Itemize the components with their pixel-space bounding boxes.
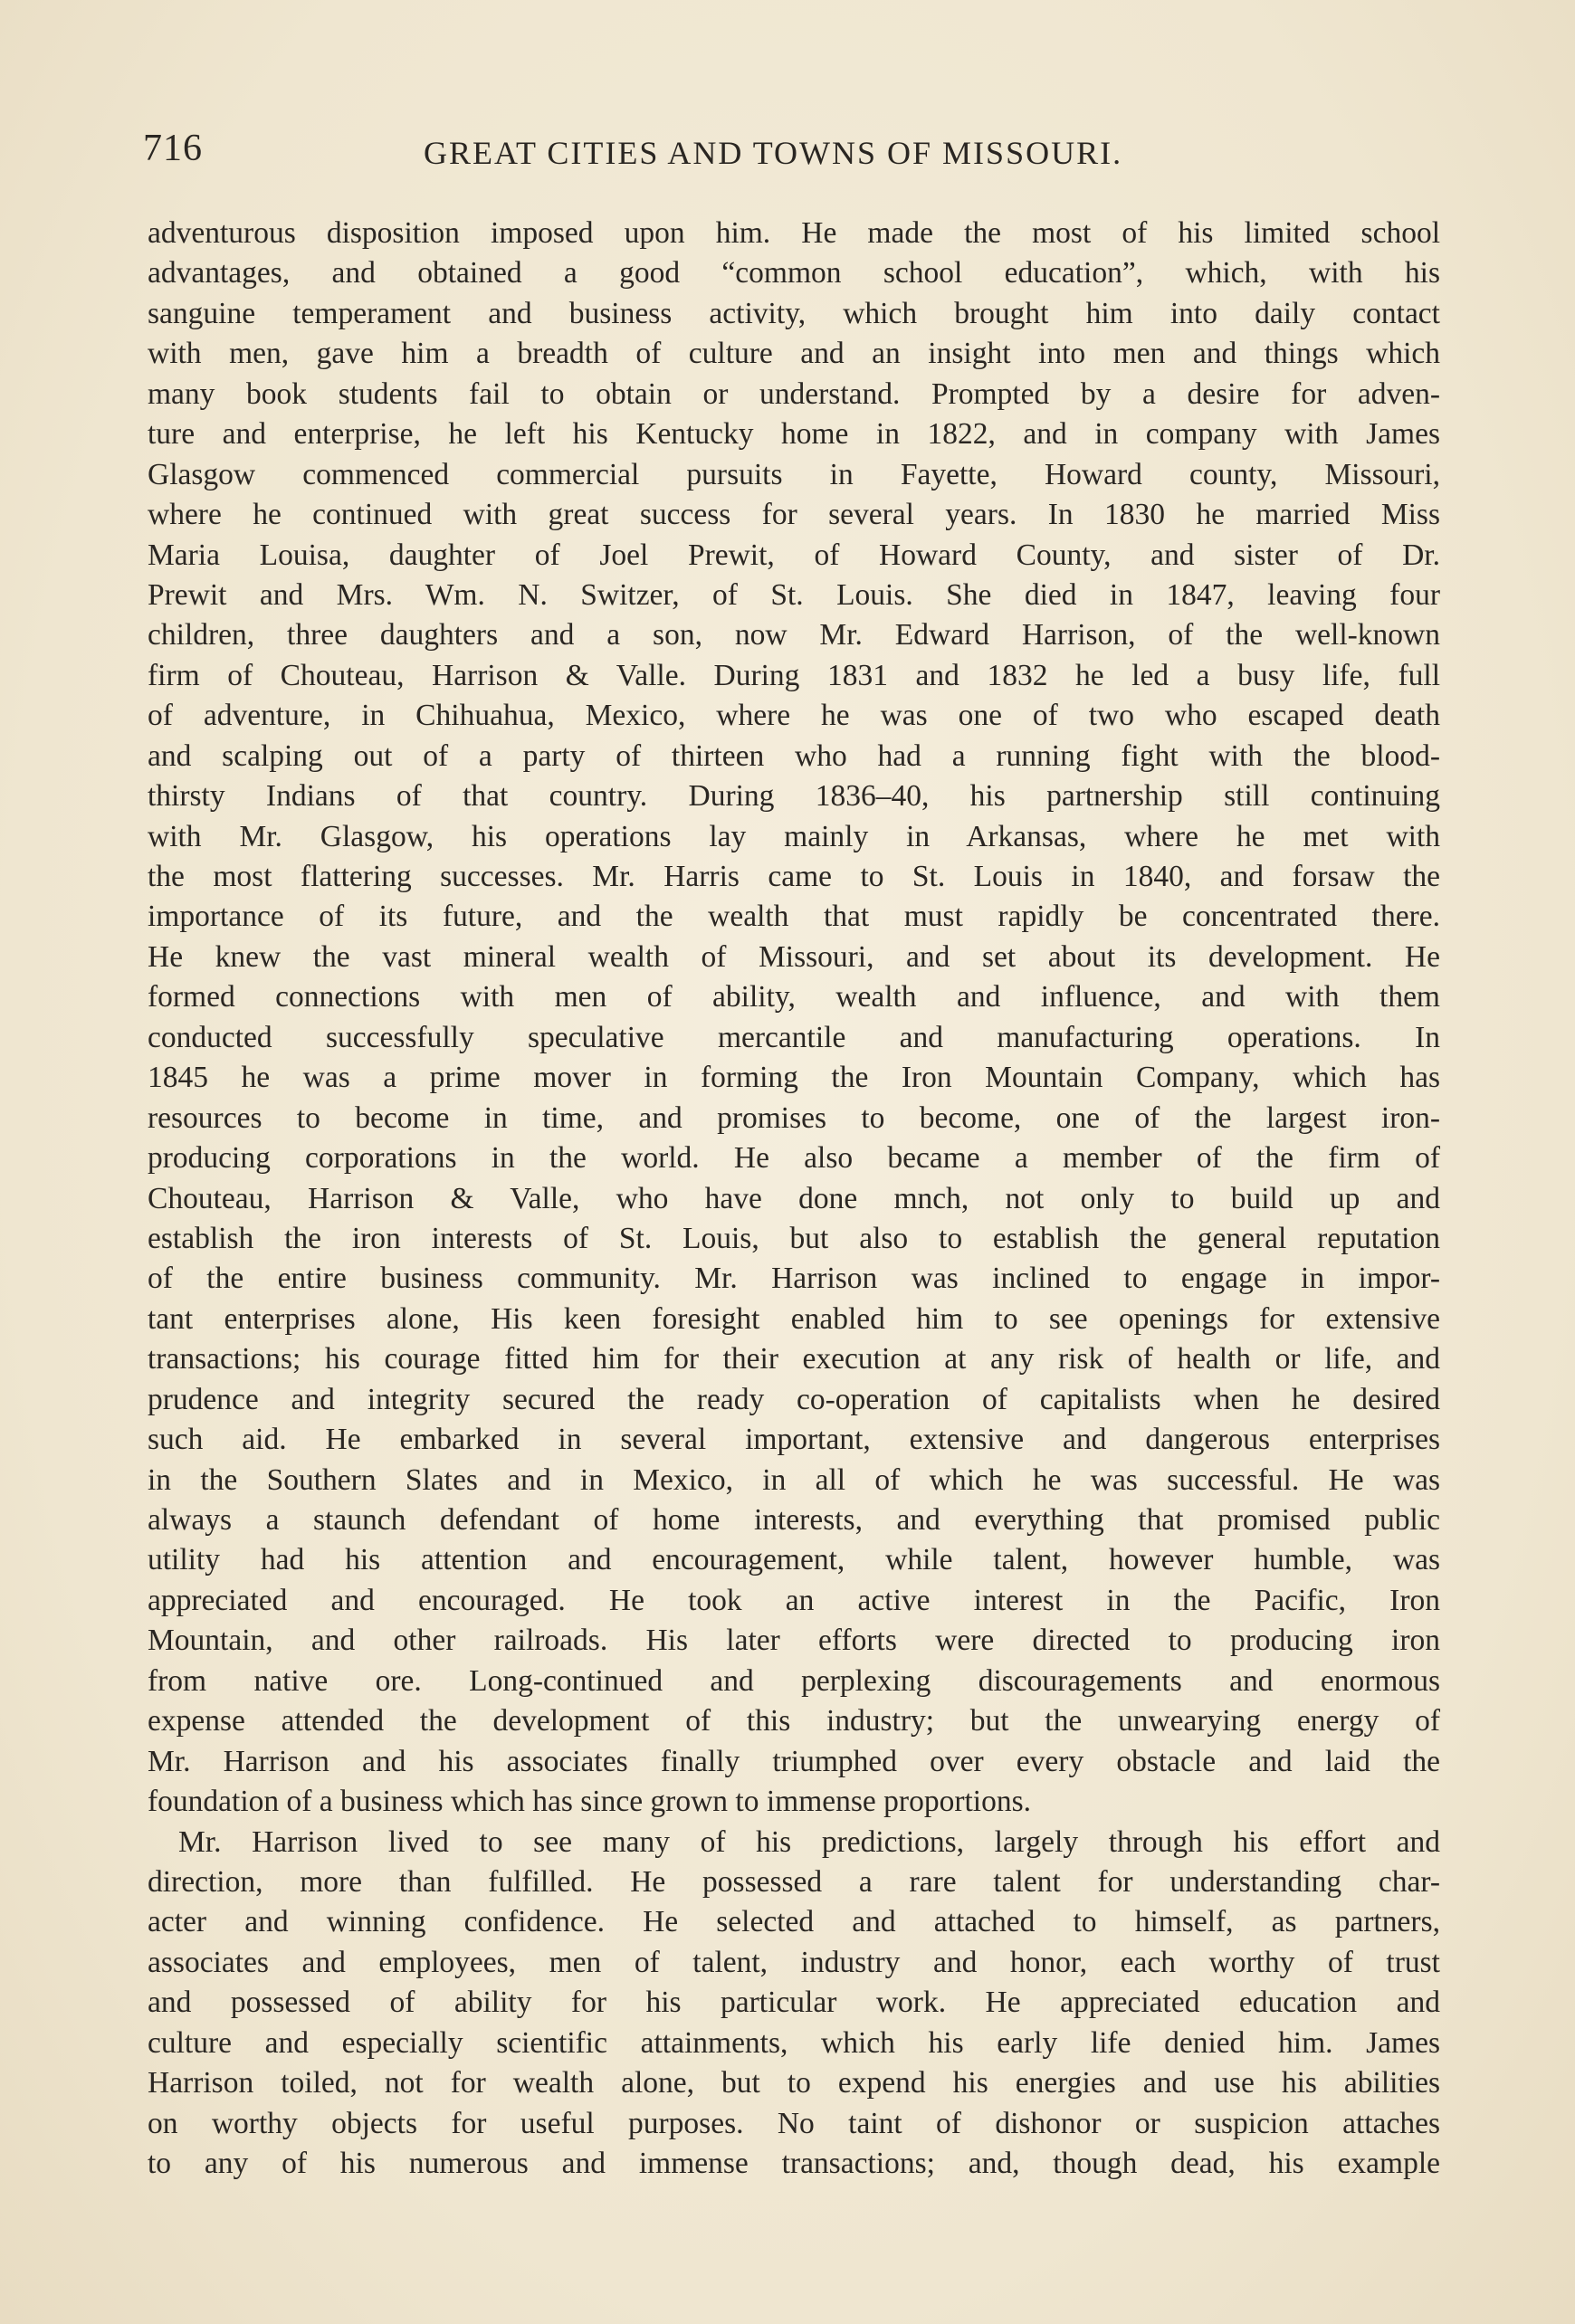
text-line: and scalping out of a party of thirteen who had a running fight with the blood- bbox=[148, 738, 1440, 773]
text-line: formed connections with men of ability, wealth and influence, and with them bbox=[148, 980, 1440, 1014]
text-line: transactions; his courage fitted him for their execution at any risk of health or life, and bbox=[148, 1342, 1440, 1376]
text-line: Glasgow commenced commercial pursuits in Fayette, Howard county, Missouri, bbox=[148, 457, 1440, 491]
text-line: of the entire business community. Mr. Harrison was inclined to engage in impor- bbox=[148, 1262, 1440, 1296]
text-line: from native ore. Long-continued and perplexing discouragements and enormous bbox=[148, 1663, 1440, 1698]
text-line: with men, gave him a breadth of culture and an insight into men and things which bbox=[148, 337, 1440, 371]
text-line: importance of its future, and the wealth that must rapidly be concentrated there. bbox=[148, 900, 1440, 934]
text-line: many book students fail to obtain or understand. Prompted by a desire for adven- bbox=[148, 376, 1440, 411]
text-line: to any of his numerous and immense transactions; and, though dead, his example bbox=[148, 2147, 1440, 2180]
text-line: Mr. Harrison lived to see many of his predictions, largely through his effort and bbox=[178, 1824, 1440, 1859]
text-line: Mr. Harrison and his associates finally triumphed over every obstacle and laid the bbox=[148, 1744, 1440, 1778]
text-line: children, three daughters and a son, now Mr. Edward Harrison, of the well-known bbox=[148, 618, 1440, 652]
text-line: tant enterprises alone, His keen foresight enabled him to see openings for extensive bbox=[148, 1301, 1440, 1336]
text-line: prudence and integrity secured the ready co-operation of capitalists when he desired bbox=[148, 1382, 1440, 1416]
text-line: He knew the vast mineral wealth of Missouri, and set about its development. He bbox=[148, 939, 1440, 974]
page-header bbox=[143, 127, 1442, 181]
text-line: appreciated and encouraged. He took an active interest in the Pacific, Iron bbox=[148, 1583, 1440, 1617]
text-line: utility had his attention and encouragement, while talent, however humble, was bbox=[148, 1543, 1440, 1577]
body-text bbox=[148, 214, 1440, 2184]
text-line: expense attended the development of this industry; but the unwearying energy of bbox=[148, 1704, 1440, 1738]
text-line: where he continued with great success for several years. In 1830 he married Miss bbox=[148, 498, 1440, 532]
text-line: with Mr. Glasgow, his operations lay mainly in Arkansas, where he met with bbox=[148, 819, 1440, 853]
paragraph bbox=[148, 1823, 1440, 2185]
text-line: resources to become in time, and promises to become, one of the largest iron- bbox=[148, 1100, 1440, 1135]
text-line: 1845 he was a prime mover in forming the Iron Mountain Company, which has bbox=[148, 1061, 1440, 1095]
text-line: foundation of a business which has since grown to immense proportions. bbox=[148, 1785, 1031, 1819]
text-line: sanguine temperament and business activity, which brought him into daily contact bbox=[148, 296, 1440, 330]
running-head: GREAT CITIES AND TOWNS OF MISSOURI. bbox=[424, 135, 1123, 171]
text-line: in the Southern Slates and in Mexico, in all of which he was successful. He was bbox=[148, 1462, 1440, 1497]
text-line: thirsty Indians of that country. During 1836–40, his partnership still continuing bbox=[148, 779, 1440, 814]
text-line: associates and employees, men of talent, industry and honor, each worthy of trust bbox=[148, 1945, 1440, 1979]
text-line: of adventure, in Chihuahua, Mexico, where he was one of two who escaped death bbox=[148, 699, 1440, 733]
text-line: adventurous disposition imposed upon him. He made the most of his limited school bbox=[148, 216, 1440, 250]
text-line: culture and especially scientific attainments, which his early life denied him. James bbox=[148, 2025, 1440, 2060]
text-line: always a staunch defendant of home interests, and everything that promised public bbox=[148, 1503, 1440, 1537]
text-line: establish the iron interests of St. Louis, but also to establish the general reputation bbox=[148, 1221, 1440, 1255]
text-line: acter and winning confidence. He selected and attached to himself, as partners, bbox=[148, 1905, 1440, 1939]
text-line: Mountain, and other railroads. His later efforts were directed to producing iron bbox=[148, 1624, 1440, 1658]
text-line: Maria Louisa, daughter of Joel Prewit, of Howard County, and sister of Dr. bbox=[148, 538, 1440, 572]
text-line: and possessed of ability for his particular work. He appreciated education and bbox=[148, 1986, 1440, 2020]
text-line: ture and enterprise, he left his Kentucky home in 1822, and in company with James bbox=[148, 417, 1440, 452]
paragraph bbox=[148, 214, 1440, 1823]
text-line: advantages, and obtained a good “common school education”, which, with his bbox=[148, 256, 1440, 290]
text-line: Chouteau, Harrison & Valle, who have done mnch, not only to build up and bbox=[148, 1181, 1440, 1215]
text-line: Harrison toiled, not for wealth alone, but to expend his energies and use his abilities bbox=[148, 2066, 1440, 2100]
text-line: direction, more than fulfilled. He possessed a rare talent for understanding char- bbox=[148, 1864, 1440, 1899]
text-line: conducted successfully speculative mercantile and manufacturing operations. In bbox=[148, 1020, 1440, 1054]
text-line: such aid. He embarked in several important, extensive and dangerous enterprises bbox=[148, 1423, 1440, 1457]
text-line: the most flattering successes. Mr. Harris came to St. Louis in 1840, and forsaw the bbox=[148, 860, 1440, 893]
text-line: firm of Chouteau, Harrison & Valle. During 1831 and 1832 he led a busy life, full bbox=[148, 658, 1440, 692]
text-line: Prewit and Mrs. Wm. N. Switzer, of St. Louis. She died in 1847, leaving four bbox=[148, 577, 1440, 612]
text-line: on worthy objects for useful purposes. No taint of dishonor or suspicion attaches bbox=[148, 2106, 1440, 2140]
text-line: producing corporations in the world. He also became a member of the firm of bbox=[148, 1141, 1440, 1176]
page-number: 716 bbox=[143, 128, 203, 169]
